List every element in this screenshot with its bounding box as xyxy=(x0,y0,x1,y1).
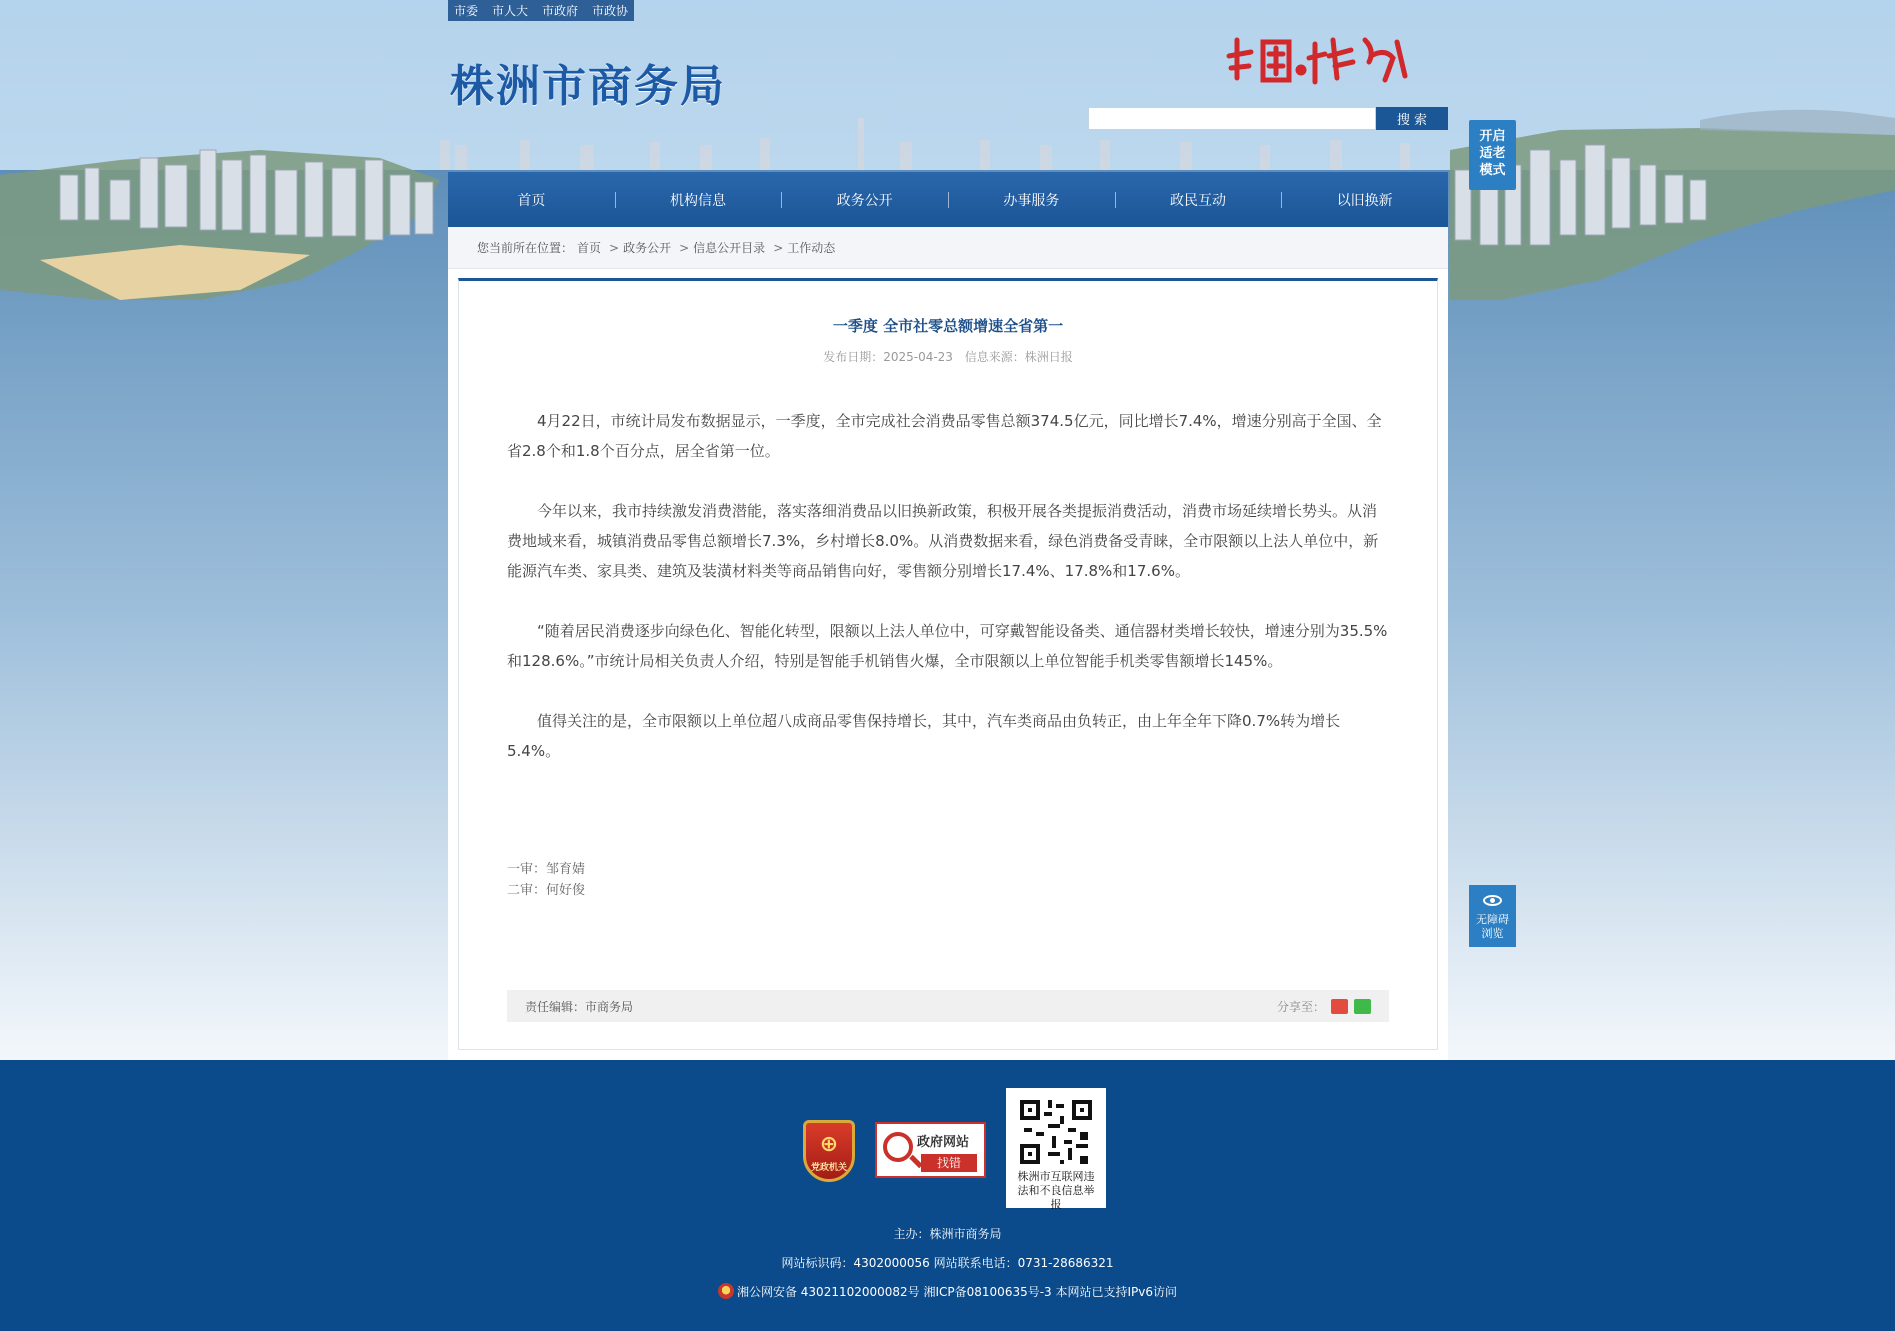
find-error-badge[interactable] xyxy=(875,1122,986,1178)
info-source: 信息来源：株洲日报 xyxy=(964,350,1073,364)
police-badge-icon xyxy=(718,1283,734,1299)
article-meta xyxy=(459,348,1437,365)
breadcrumb-separator: > xyxy=(609,240,620,255)
footer xyxy=(0,1060,1895,1331)
qr-caption: 株洲市互联网违法和不良信息举报 xyxy=(1017,1170,1095,1211)
article-paragraph: 4月22日，市统计局发布数据显示，一季度，全市完成社会消费品零售总额374.5亿元，同比增长7.4%，增速分别高于全国、全省2.8个和1.8个百分点，居全省第一位。 xyxy=(507,412,1382,460)
nav-gov-affairs[interactable]: 政务公开 xyxy=(781,172,948,227)
breadcrumb-info-catalog[interactable]: 信息公开目录 xyxy=(693,241,766,255)
second-review: 二审：何好俊 xyxy=(507,883,586,898)
nav-interaction[interactable]: 政民互动 xyxy=(1115,172,1282,227)
weibo-icon[interactable] xyxy=(1331,999,1348,1014)
article-paragraph: “随着居民消费逐步向绿色化、智能化转型，限额以上法人单位中，可穿戴智能设备类、通信器材类增长较快，增速分别为35.5%和128.6%。”市统计局相关负责人介绍，特别是智能手机销售火爆，全市限额以上单位智能手机类零售额增长145%。 xyxy=(507,622,1388,670)
site-id-info: 网站标识码：4302000056 网站联系电话：0731-28686321 xyxy=(781,1256,1114,1270)
top-links-bar xyxy=(448,0,634,21)
nav-home[interactable]: 首页 xyxy=(517,192,546,209)
article-title: 一季度 全市社零总额增速全省第一 xyxy=(832,317,1064,335)
find-error-subtitle: 找错 xyxy=(921,1154,977,1172)
editor-bar xyxy=(507,990,1389,1022)
breadcrumb-work-news[interactable]: 工作动态 xyxy=(787,241,836,255)
breadcrumb-separator: > xyxy=(679,240,690,255)
first-review: 一审：邹育婧 xyxy=(507,862,586,877)
breadcrumb-separator: > xyxy=(773,240,784,255)
brand-calligraphy-logo xyxy=(1225,28,1415,94)
find-error-title: 政府网站 xyxy=(917,1135,970,1150)
icp-info-row xyxy=(0,1283,1895,1300)
nav-services[interactable]: 办事服务 xyxy=(948,172,1115,227)
nav-org-info[interactable]: 机构信息 xyxy=(615,172,782,227)
search-button[interactable]: 搜 索 xyxy=(1376,107,1448,130)
icp-info[interactable]: 湘公网安备 43021102000082号 湘ICP备08100635号-3 本网站已支持IPv6访问 xyxy=(736,1285,1178,1299)
site-title: 株洲市商务局 xyxy=(450,61,726,112)
breadcrumb-prefix: 您当前所在位置： xyxy=(477,241,574,255)
accessibility-label: 无障碍浏览 xyxy=(1476,913,1509,940)
magnifier-icon xyxy=(883,1132,913,1162)
article-paragraph: 值得关注的是，全市限额以上单位超八成商品零售保持增长，其中，汽车类商品由负转正，由上年全年下降0.7%转为增长5.4%。 xyxy=(507,712,1341,760)
eye-icon xyxy=(1483,895,1502,906)
article-paragraph: 今年以来，我市持续激发消费潜能，落实落细消费品以旧换新政策，积极开展各类提振消费活动，消费市场延续增长势头。从消费地域来看，城镇消费品零售总额增长7.3%，乡村增长8.0%。从消费数据来看，绿色消费备受青睐，全市限额以上法人单位中，新能源汽车类、家具类、建筑及装潢材料类等商品销售向好，零售额分别增长17.4%、17.8%和17.6%。 xyxy=(507,502,1379,580)
breadcrumb xyxy=(448,227,1448,269)
publish-date: 发布日期：2025-04-23 xyxy=(823,350,953,364)
share-bar xyxy=(1277,998,1371,1015)
toplink-cppcc[interactable]: 市政协 xyxy=(592,4,629,18)
main-nav xyxy=(448,172,1448,227)
article-panel xyxy=(458,278,1438,1050)
party-gov-badge-label: 党政机关 xyxy=(810,1163,847,1173)
share-label: 分享至： xyxy=(1276,999,1325,1014)
toplink-congress[interactable]: 市人大 xyxy=(492,4,529,18)
breadcrumb-gov-affairs[interactable]: 政务公开 xyxy=(623,241,672,255)
party-gov-badge[interactable] xyxy=(803,1120,855,1182)
emblem-icon: ⊕ xyxy=(819,1132,839,1157)
article-body xyxy=(507,406,1391,796)
review-info xyxy=(507,859,585,901)
toplink-government[interactable]: 市政府 xyxy=(542,4,579,18)
breadcrumb-home[interactable]: 首页 xyxy=(577,241,602,255)
report-qr-badge[interactable] xyxy=(1006,1088,1106,1211)
search-input[interactable] xyxy=(1088,107,1376,130)
elder-mode-button[interactable] xyxy=(1469,120,1516,190)
responsible-editor: 责任编辑：市商务局 xyxy=(525,999,634,1014)
toplink-party[interactable]: 市委 xyxy=(454,4,479,18)
qr-code-icon xyxy=(1016,1096,1096,1168)
footer-badges xyxy=(803,1088,1106,1211)
accessibility-button[interactable] xyxy=(1469,885,1516,947)
wechat-icon[interactable] xyxy=(1354,999,1371,1014)
sponsor-info: 主办：株洲市商务局 xyxy=(893,1227,1002,1241)
elder-mode-label: 开启适老模式 xyxy=(1479,129,1506,178)
nav-trade-in[interactable]: 以旧换新 xyxy=(1281,172,1448,227)
search-bar xyxy=(1088,107,1448,130)
